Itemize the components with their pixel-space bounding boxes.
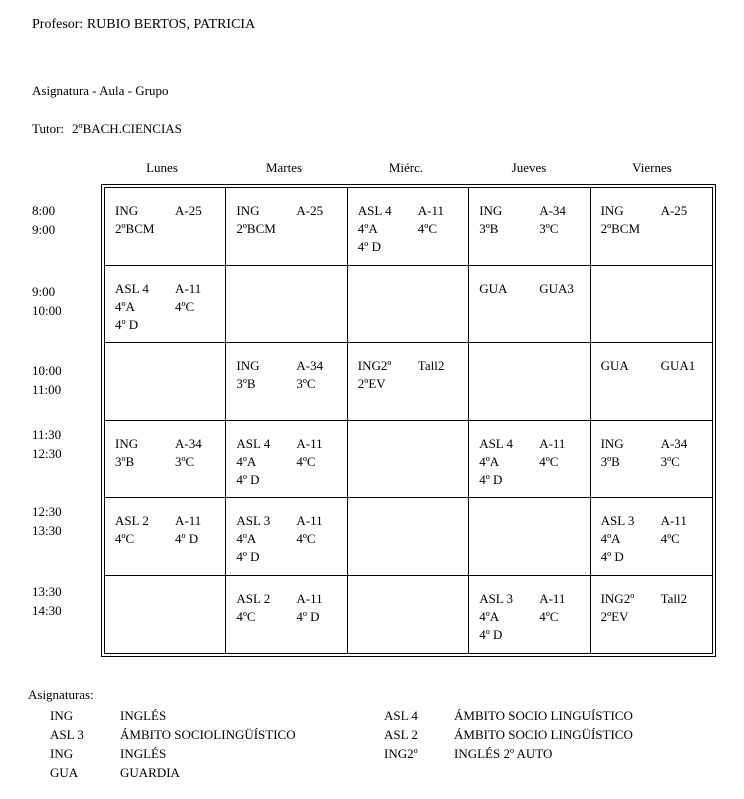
cell-line [236, 471, 346, 489]
cell-text [175, 220, 225, 238]
time-value: 14:30 [32, 603, 62, 618]
schedule-cell [226, 343, 347, 421]
legend-name: ÁMBITO SOCIOLINGÜÍSTICO [120, 727, 296, 742]
time-slot-label [32, 201, 55, 239]
cell-text [296, 220, 346, 238]
cell-line [236, 548, 346, 566]
cell-text: 4ºA [479, 608, 500, 624]
cell-text: 2ºBCM [600, 221, 641, 236]
cell-text: ASL 2 [236, 590, 271, 606]
cell-line [236, 453, 346, 471]
legend-entry [50, 744, 296, 763]
cell-text: 4º D [115, 316, 139, 332]
cell-text: A-25 [175, 203, 202, 218]
schedule-cell [469, 266, 590, 344]
schedule-cell [105, 188, 226, 266]
cell-line [236, 590, 346, 608]
legend-entry [50, 725, 296, 744]
cell-text: Tall2 [417, 358, 445, 373]
cell-text: A-11 [296, 513, 323, 528]
cell-line [115, 220, 225, 238]
cell-text: A-11 [175, 280, 202, 296]
cell-text: 4ºC [296, 531, 316, 546]
schedule-cell [348, 188, 469, 266]
day-header: Lunes [146, 160, 178, 175]
cell-text: ING [600, 203, 624, 218]
schedule-cell [469, 576, 590, 654]
cell-line [358, 375, 468, 393]
cell-text: A-34 [539, 203, 566, 218]
schedule-cell [105, 576, 226, 654]
cell-line [236, 357, 346, 375]
cell-text: 4ºA [600, 531, 621, 546]
cell-line [479, 626, 589, 644]
legend-title: Asignaturas: [28, 687, 94, 702]
legend-entry [50, 706, 296, 725]
schedule-cell [226, 576, 347, 654]
cell-text: A-34 [296, 358, 324, 373]
schedule-cell [591, 421, 712, 499]
timetable [101, 184, 716, 657]
cell-text: 4ºC [417, 221, 437, 236]
cell-line [479, 280, 589, 298]
profesor-line: Profesor: RUBIO BERTOS, PATRICIA [32, 17, 256, 32]
cell-line [601, 608, 712, 626]
cell-line [236, 608, 346, 626]
cell-text: ASL 4 [357, 203, 392, 218]
schedule-cell [105, 343, 226, 421]
cell-text: GUA1 [660, 358, 696, 373]
cell-text: A-11 [539, 590, 566, 606]
cell-line [115, 435, 225, 453]
cell-line [479, 608, 589, 626]
cell-text: ASL 4 [236, 435, 271, 451]
cell-text: 4ºA [236, 531, 257, 546]
cell-line [236, 202, 346, 220]
cell-line [601, 202, 712, 220]
cell-text: 4º D [236, 471, 260, 487]
cell-text: 4ºC [175, 298, 195, 314]
legend-entry [384, 744, 633, 763]
schedule-cell [105, 266, 226, 344]
cell-line [601, 548, 712, 566]
cell-text: 2ºEV [357, 376, 386, 391]
cell-text: 4º D [479, 626, 503, 642]
schedule-cell [348, 421, 469, 499]
schedule-cell [226, 421, 347, 499]
cell-text: ASL 4 [115, 280, 149, 296]
cell-text: A-11 [417, 203, 445, 218]
day-header: Miérc. [388, 160, 424, 175]
cell-text [661, 548, 711, 566]
schedule-cell [469, 498, 590, 576]
cell-line [358, 220, 468, 238]
day-header: Viernes [632, 160, 672, 175]
tutor-line [32, 121, 182, 137]
cell-text: 4º D [600, 549, 624, 564]
legend-code: ASL 3 [50, 727, 84, 742]
cell-line [479, 435, 589, 453]
cell-line [115, 530, 225, 548]
time-value: 13:30 [32, 523, 62, 538]
cell-text: 4ºA [236, 453, 257, 469]
cell-line [601, 530, 712, 548]
cell-line [479, 202, 589, 220]
cell-text: 4ºC [236, 608, 256, 624]
cell-text: A-11 [296, 435, 323, 451]
cell-text: 3ºB [479, 221, 499, 236]
cell-text: A-34 [175, 435, 202, 451]
cell-text: GUA [600, 358, 629, 373]
cell-line [479, 590, 589, 608]
cell-line [236, 375, 346, 393]
schedule-cell [348, 498, 469, 576]
schedule-cell [469, 343, 590, 421]
cell-text: 4ºC [539, 453, 559, 469]
schedule-cell [105, 421, 226, 499]
cell-text [175, 316, 225, 334]
schedule-cell [591, 576, 712, 654]
schedule-cell [591, 498, 712, 576]
cell-text: 4ºC [660, 531, 680, 546]
time-value: 13:30 [32, 584, 62, 599]
schedule-cell [469, 421, 590, 499]
cell-text [661, 608, 711, 626]
cell-text: A-11 [539, 435, 566, 451]
time-value: 9:00 [32, 222, 56, 237]
cell-text: ING [115, 203, 139, 218]
cell-text: A-11 [175, 513, 202, 528]
cell-text: A-25 [660, 203, 688, 218]
schedule-cell [469, 188, 590, 266]
cell-text: 4ºA [115, 298, 135, 314]
timetable-grid [105, 188, 712, 653]
schedule-cell [591, 188, 712, 266]
cell-line [601, 220, 712, 238]
time-value: 9:00 [32, 284, 56, 299]
cell-line [115, 298, 225, 316]
cell-text: 4º D [479, 471, 503, 487]
legend-left-column [50, 706, 296, 782]
subtitle-asignatura-aula-grupo: Asignatura - Aula - Grupo [32, 83, 169, 98]
cell-line [358, 238, 468, 256]
schedule-cell [105, 498, 226, 576]
cell-text: 4º D [175, 531, 199, 546]
cell-line [358, 357, 468, 375]
legend-right-column [384, 706, 633, 763]
cell-text: 4º D [236, 549, 260, 564]
cell-text: ING [115, 435, 139, 451]
legend-entry [384, 725, 633, 744]
schedule-cell [226, 498, 347, 576]
cell-line [601, 512, 712, 530]
cell-text [418, 238, 468, 256]
cell-line [115, 453, 225, 471]
legend-code: ING2º [384, 746, 418, 761]
cell-text: 2ºEV [600, 608, 629, 624]
time-slot-label [32, 282, 62, 320]
cell-line [479, 471, 589, 489]
cell-text: 4º D [296, 608, 320, 624]
cell-text [296, 471, 346, 489]
cell-line [236, 512, 346, 530]
time-value: 8:00 [32, 203, 56, 218]
schedule-cell [348, 266, 469, 344]
cell-text: ING [479, 203, 503, 218]
cell-text: ASL 3 [479, 590, 514, 606]
cell-text: GUA3 [539, 280, 574, 296]
schedule-cell [591, 343, 712, 421]
cell-text: 3ºB [236, 376, 256, 391]
cell-text: 3ºC [296, 376, 316, 391]
day-header: Jueves [511, 160, 547, 175]
tutor-value: 2ºBACH.CIENCIAS [72, 121, 182, 136]
cell-text: ING [236, 203, 260, 218]
schedule-cell [348, 343, 469, 421]
cell-text: ING2º [600, 590, 635, 606]
cell-line [601, 357, 712, 375]
cell-text: 3ºC [539, 221, 559, 236]
cell-text: 2ºBCM [115, 221, 155, 236]
schedule-cell [226, 188, 347, 266]
time-value: 11:30 [32, 427, 62, 442]
cell-line [358, 202, 468, 220]
cell-text: A-25 [296, 203, 324, 218]
cell-text [539, 626, 589, 644]
day-header: Martes [265, 160, 303, 175]
legend-code: ASL 4 [384, 708, 418, 723]
cell-text [418, 375, 468, 393]
cell-line [236, 220, 346, 238]
cell-text: 3ºB [600, 453, 620, 469]
cell-text: ING2º [357, 358, 392, 373]
cell-text: 4ºC [539, 608, 559, 624]
legend-name: INGLÉS [120, 746, 167, 761]
cell-text: 4ºC [115, 531, 135, 546]
cell-text: ING [236, 358, 260, 373]
cell-text [539, 471, 589, 489]
time-value: 12:30 [32, 446, 62, 461]
tutor-label: Tutor: [32, 121, 65, 136]
cell-text: ASL 3 [236, 513, 271, 528]
schedule-cell [591, 266, 712, 344]
cell-text: 4ºA [479, 453, 500, 469]
cell-line [236, 435, 346, 453]
schedule-cell [348, 576, 469, 654]
schedule-cell [226, 266, 347, 344]
cell-text: A-11 [296, 590, 323, 606]
legend-name: GUARDIA [120, 765, 180, 780]
time-slot-label [32, 425, 62, 463]
cell-text: 3ºC [660, 453, 680, 469]
legend-code: ING [50, 746, 74, 761]
legend-name: INGLÉS [120, 708, 167, 723]
cell-line [479, 453, 589, 471]
legend-name: ÁMBITO SOCIO LINGUÍSTICO [454, 708, 633, 723]
time-value: 10:00 [32, 303, 62, 318]
cell-text: A-34 [660, 435, 688, 451]
cell-text: ING [600, 435, 624, 451]
time-value: 11:00 [32, 382, 62, 397]
legend-code: ASL 2 [384, 727, 418, 742]
legend-entry [50, 763, 296, 782]
time-slot-label [32, 502, 62, 540]
cell-text: 4º D [357, 239, 381, 254]
legend-name: INGLÉS 2º AUTO [454, 746, 553, 761]
cell-text [296, 548, 346, 566]
cell-text: Tall2 [660, 590, 688, 606]
cell-text: 3ºC [175, 453, 195, 469]
cell-text: ASL 3 [600, 513, 635, 528]
cell-text [661, 220, 711, 238]
cell-text: 3ºB [115, 453, 135, 469]
time-slot-label [32, 361, 62, 399]
cell-text: GUA [479, 280, 508, 296]
cell-line [115, 202, 225, 220]
cell-text: A-11 [660, 513, 687, 528]
time-slot-label [32, 582, 62, 620]
cell-text: 4ºC [296, 453, 316, 469]
cell-line [601, 453, 712, 471]
legend-code: GUA [50, 765, 79, 780]
legend-entry [384, 706, 633, 725]
time-value: 12:30 [32, 504, 62, 519]
cell-text: 2ºBCM [236, 221, 276, 236]
cell-line [601, 435, 712, 453]
legend-code: ING [50, 708, 74, 723]
cell-line [115, 316, 225, 334]
legend-name: ÁMBITO SOCIO LINGÜÍSTICO [454, 727, 633, 742]
cell-text: ASL 2 [115, 513, 149, 528]
cell-line [479, 220, 589, 238]
cell-line [115, 280, 225, 298]
cell-line [601, 590, 712, 608]
cell-text: 4ºA [357, 221, 378, 236]
time-value: 10:00 [32, 363, 62, 378]
cell-line [115, 512, 225, 530]
cell-line [236, 530, 346, 548]
cell-text: ASL 4 [479, 435, 514, 451]
